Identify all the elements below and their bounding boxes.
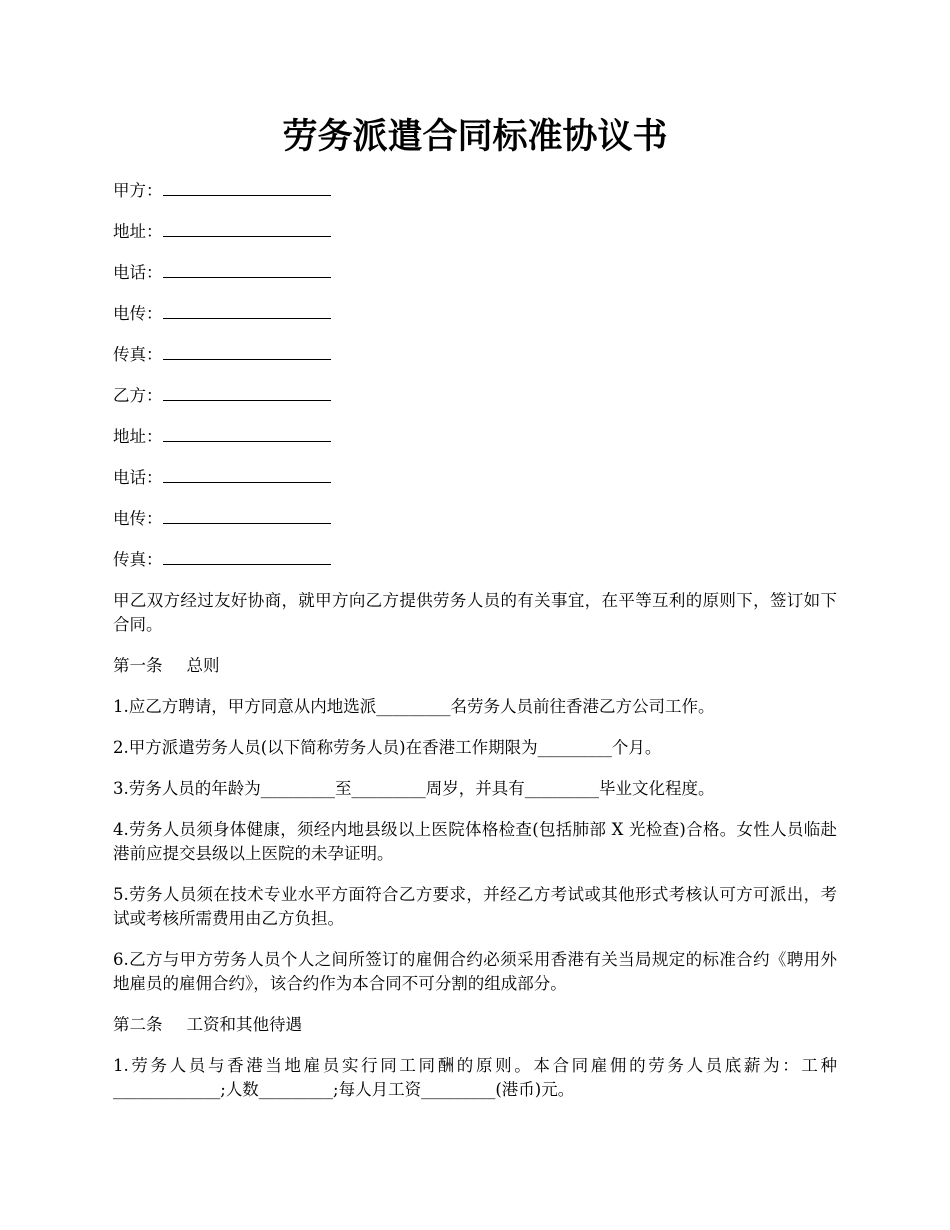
party-a-telex-field <box>113 302 837 326</box>
fill-blank <box>163 550 331 565</box>
clause-paragraph: 1.应乙方聘请，甲方同意从内地选派_________名劳务人员前往香港乙方公司工作。 <box>113 697 715 716</box>
party-b-phone-field <box>113 466 837 490</box>
fill-blank <box>163 345 331 360</box>
clause-paragraph: 1.劳务人员与香港当地雇员实行同工同酬的原则。本合同雇佣的劳务人员底薪为：工种_____________;人数_________;每人月工资_________(港币)元。 <box>113 1056 837 1099</box>
article-number: 第二条 <box>113 1015 163 1034</box>
party-a-phone-field <box>113 261 837 285</box>
party-b-name-field <box>113 384 837 408</box>
field-label: 电话： <box>113 263 163 282</box>
fill-blank <box>163 509 331 524</box>
party-a-name-field <box>113 179 837 203</box>
fill-blank <box>163 386 331 401</box>
party-b-telex-field <box>113 507 837 531</box>
party-a-fax-field <box>113 343 837 367</box>
fill-blank <box>163 263 331 278</box>
field-label: 地址： <box>113 222 163 241</box>
field-label: 甲方： <box>113 181 163 200</box>
document-title: 劳务派遣合同标准协议书 <box>282 116 668 157</box>
field-label: 地址： <box>113 427 163 446</box>
intro-paragraph: 甲乙双方经过友好协商，就甲方向乙方提供劳务人员的有关事宜，在平等互利的原则下，签订如下合同。 <box>113 591 837 634</box>
article-1-heading <box>113 654 837 678</box>
fill-blank <box>163 181 331 196</box>
article-title: 工资和其他待遇 <box>186 1015 302 1034</box>
field-label: 电传： <box>113 509 163 528</box>
fill-blank <box>163 468 331 483</box>
fill-blank <box>163 222 331 237</box>
clause-paragraph: 3.劳务人员的年龄为_________至_________周岁，并具有_________毕业文化程度。 <box>113 779 715 798</box>
clause-paragraph: 5.劳务人员须在技术专业水平方面符合乙方要求，并经乙方考试或其他形式考核认可方可派出，考试或考核所需费用由乙方负担。 <box>113 885 837 928</box>
article-number: 第一条 <box>113 656 163 675</box>
article-title: 总则 <box>186 656 220 675</box>
article-2-heading <box>113 1013 837 1037</box>
field-label: 传真： <box>113 345 163 364</box>
fill-blank <box>163 427 331 442</box>
clause-paragraph: 6.乙方与甲方劳务人员个人之间所签订的雇佣合约必须采用香港有关当局规定的标准合约《聘用外地雇员的雇佣合约》，该合约作为本合同不可分割的组成部分。 <box>113 950 837 993</box>
field-label: 乙方： <box>113 386 163 405</box>
clause-paragraph: 2.甲方派遣劳务人员(以下简称劳务人员)在香港工作期限为_________个月。 <box>113 738 662 757</box>
fill-blank <box>163 304 331 319</box>
party-b-address-field <box>113 425 837 449</box>
party-a-address-field <box>113 220 837 244</box>
field-label: 电话： <box>113 468 163 487</box>
document-body <box>113 179 837 1119</box>
party-b-fax-field <box>113 548 837 572</box>
clause-paragraph: 4.劳务人员须身体健康，须经内地县级以上医院体格检查(包括肺部 X 光检查)合格。女性人员临赴港前应提交县级以上医院的未孕证明。 <box>113 820 837 863</box>
field-label: 电传： <box>113 304 163 323</box>
field-label: 传真： <box>113 550 163 569</box>
